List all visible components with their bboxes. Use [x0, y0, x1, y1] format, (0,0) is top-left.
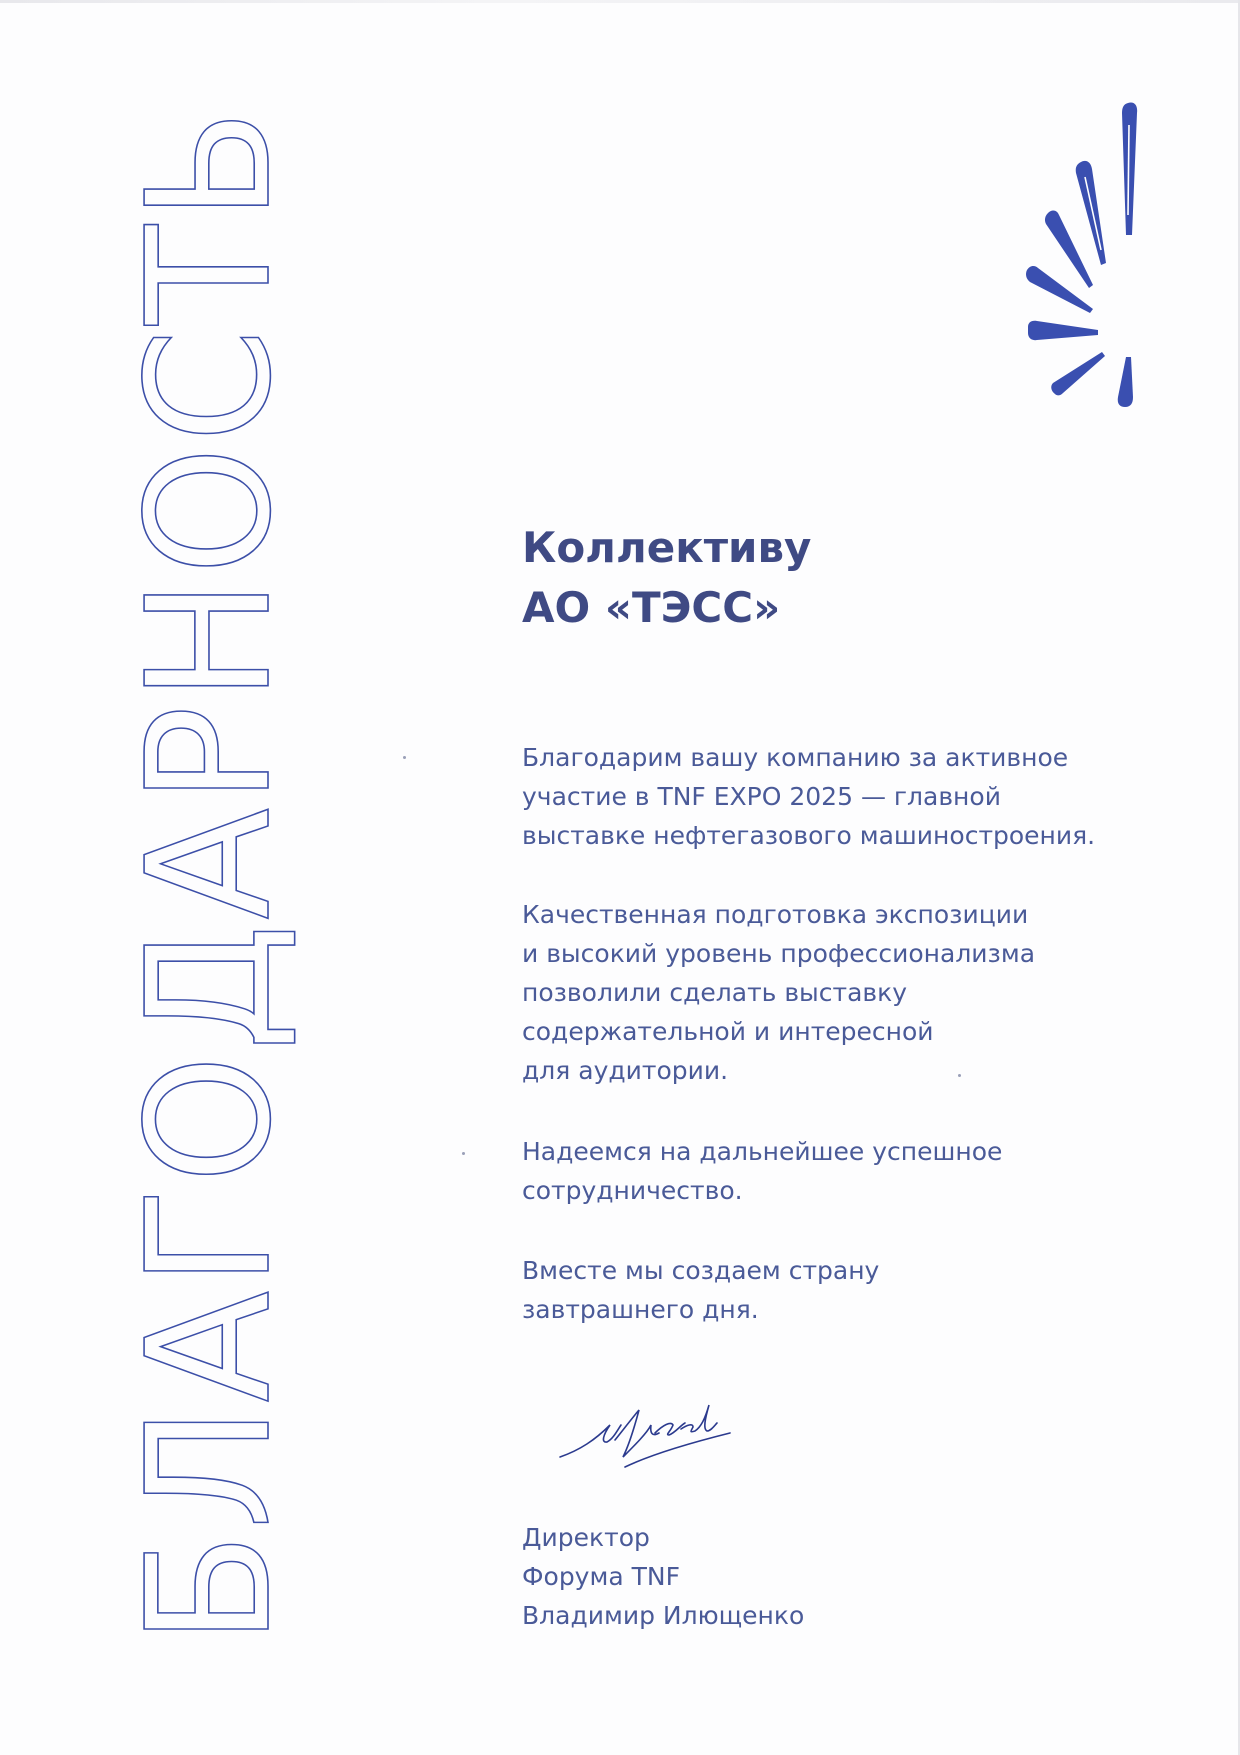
paragraph — [522, 1132, 1162, 1210]
signer-title: Директор — [522, 1523, 650, 1552]
paragraph-line: выставке нефтегазового машиностроения. — [522, 821, 1096, 850]
paragraph-line: сотрудничество. — [522, 1176, 743, 1205]
paragraph — [522, 738, 1162, 855]
scan-edge — [0, 0, 1240, 3]
recipient — [522, 518, 1082, 638]
burst-logo-icon — [1010, 95, 1190, 415]
paragraph-line: Вместе мы создаем страну — [522, 1256, 880, 1285]
paragraph-line: Надеемся на дальнейшее успешное — [522, 1137, 1003, 1166]
scan-speck — [403, 756, 406, 759]
paragraph-line: участие в TNF EXPO 2025 — главной — [522, 782, 1001, 811]
scan-speck — [462, 1152, 465, 1155]
paragraph-line: позволили сделать выставку — [522, 978, 908, 1007]
signer-block — [522, 1518, 804, 1635]
signer-name: Владимир Илющенко — [522, 1601, 805, 1630]
paragraph — [522, 895, 1162, 1090]
scan-speck — [958, 1074, 961, 1077]
paragraph — [522, 1251, 1162, 1329]
paragraph-line: Качественная подготовка экспозиции — [522, 900, 1029, 929]
recipient-line: АО «ТЭСС» — [522, 583, 781, 632]
vertical-title: БЛАГОДАРНОСТЬ — [111, 105, 309, 1645]
recipient-line: Коллективу — [522, 523, 812, 572]
paragraph-line: содержательной и интересной — [522, 1017, 934, 1046]
paragraph-line: и высокий уровень профессионализма — [522, 939, 1036, 968]
paragraph-line: завтрашнего дня. — [522, 1295, 759, 1324]
signature-mark — [555, 1395, 755, 1485]
paragraph-line: для аудитории. — [522, 1056, 729, 1085]
paragraph-line: Благодарим вашу компанию за активное — [522, 743, 1069, 772]
signer-org: Форума TNF — [522, 1562, 680, 1591]
